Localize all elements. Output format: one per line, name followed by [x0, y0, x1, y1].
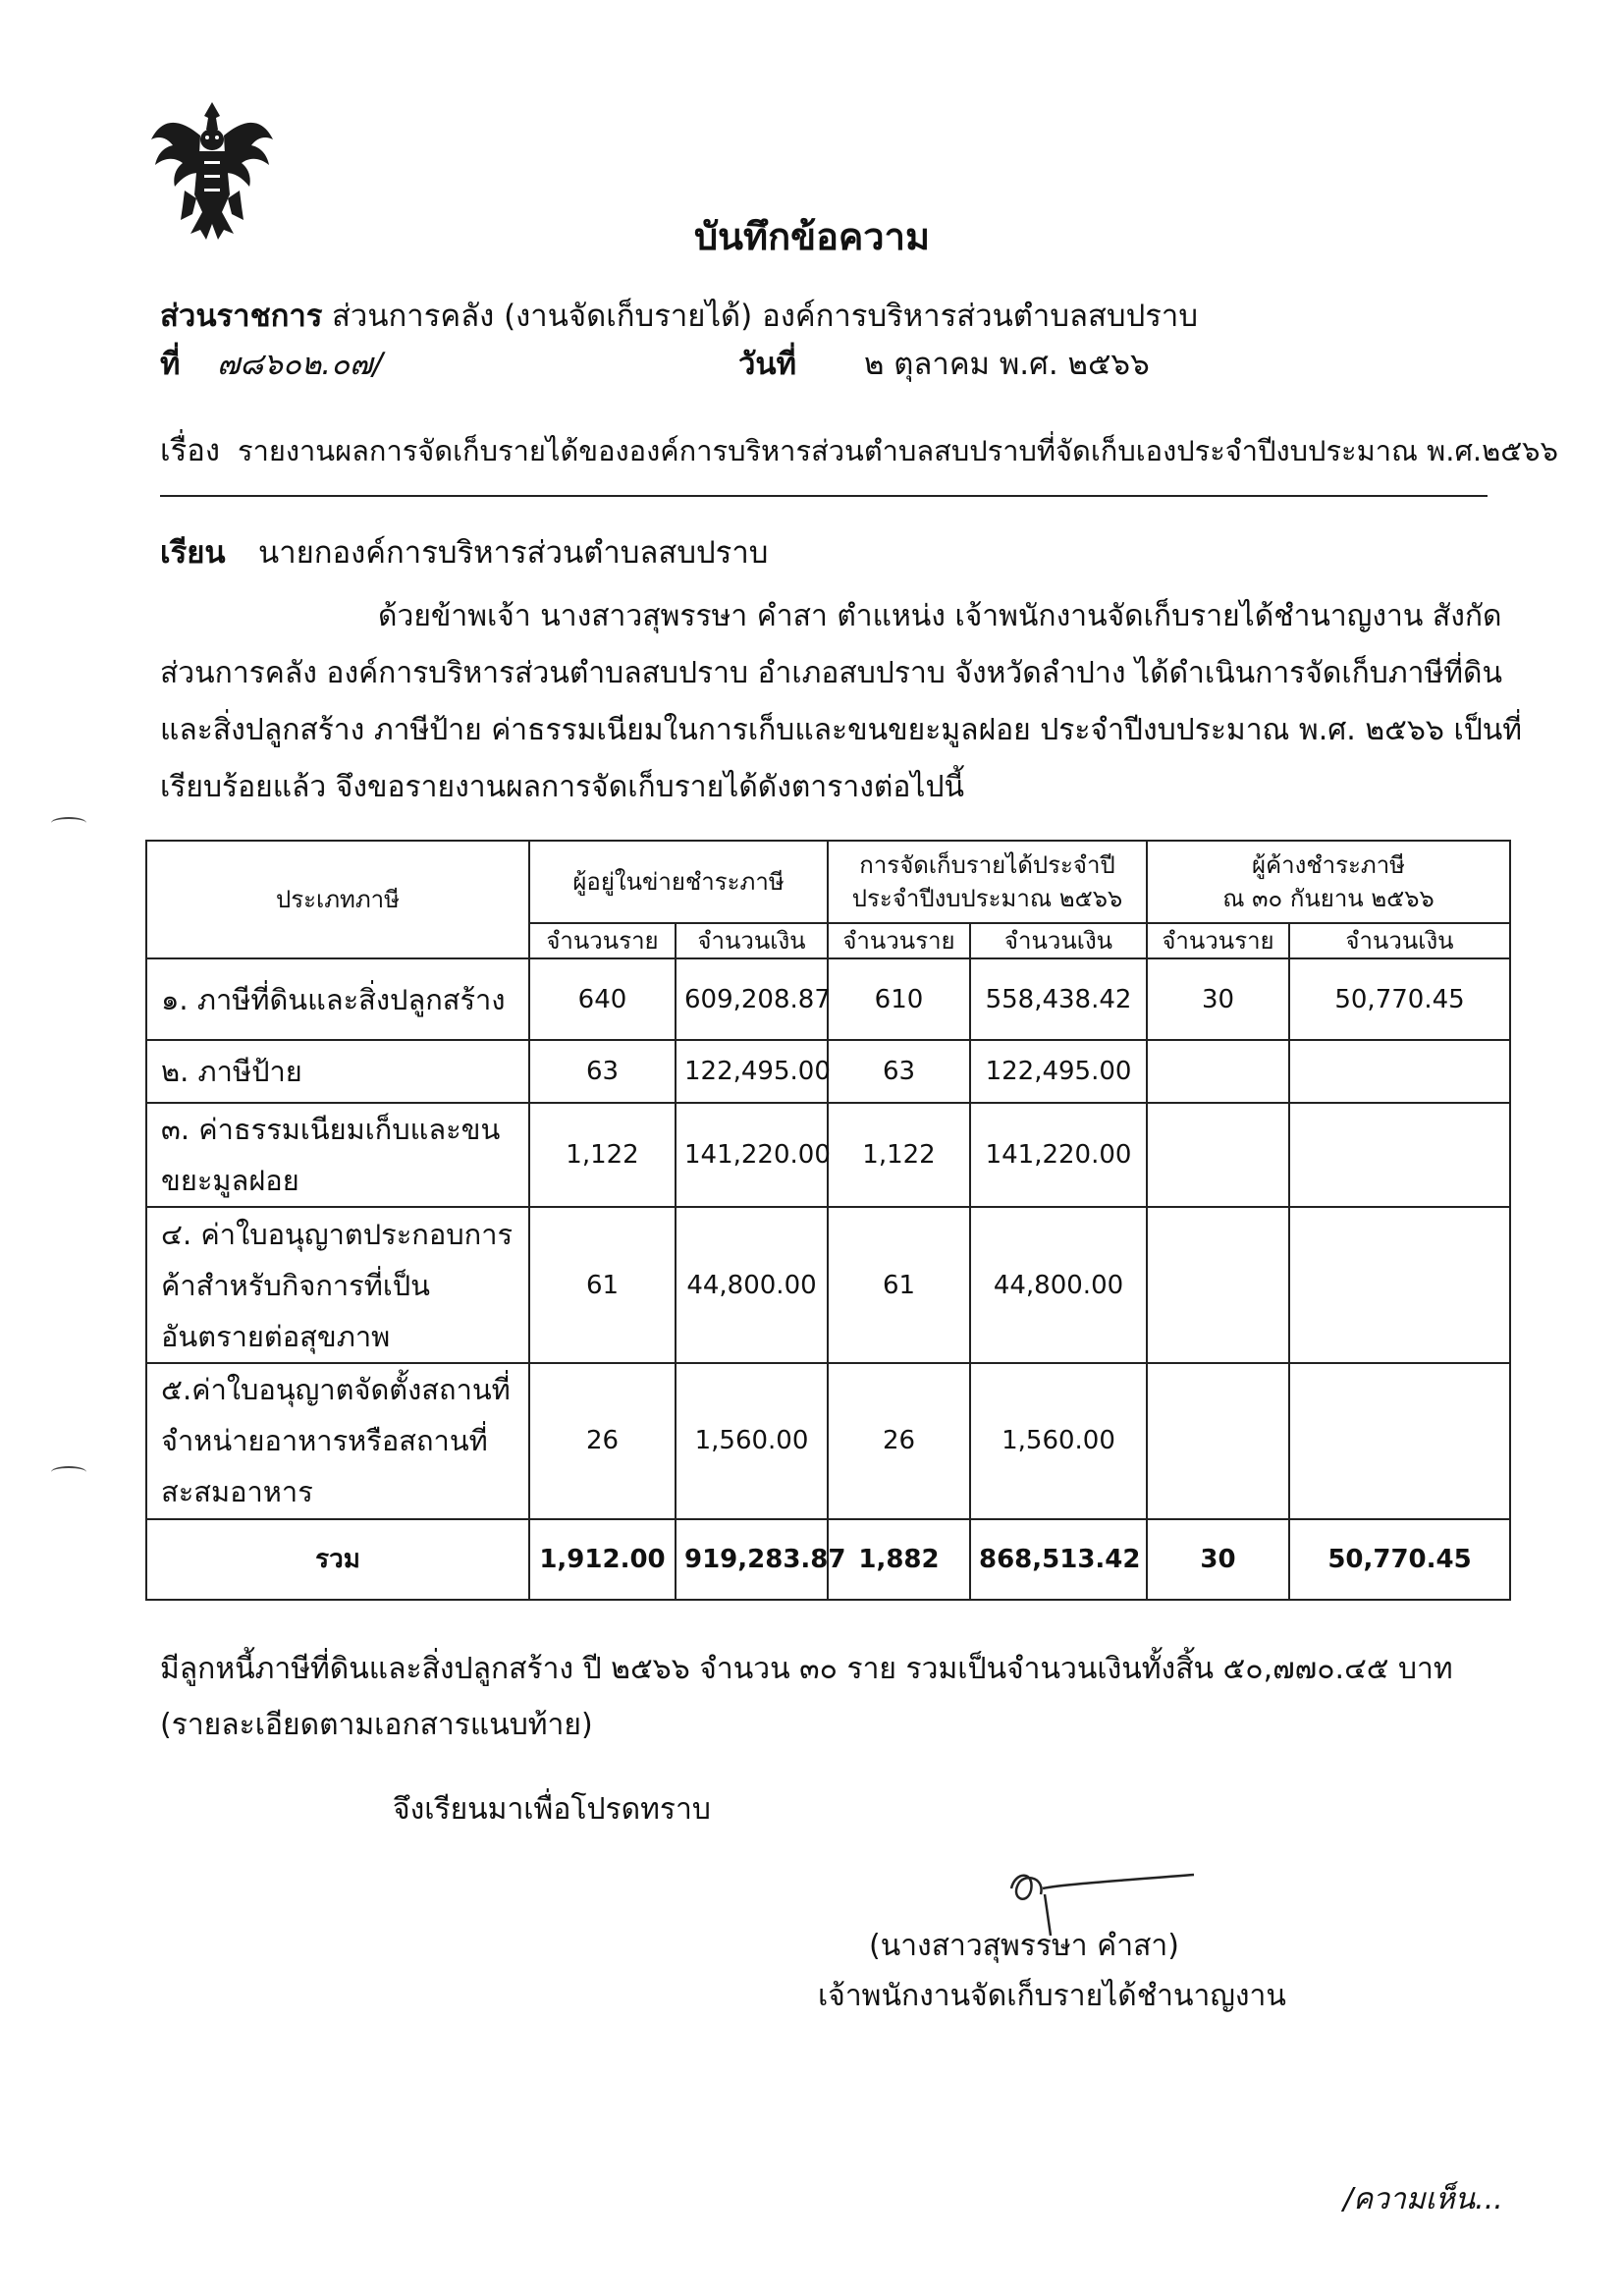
reference-label: ที่	[160, 347, 181, 382]
total-count-collected: 1,882	[828, 1519, 970, 1600]
closing-line: จึงเรียนมาเพื่อโปรดทราบ	[393, 1792, 711, 1827]
office-value: ส่วนการคลัง (งานจัดเก็บรายได้) องค์การบริหารส่วนตำบลสบปราบ	[332, 299, 1199, 334]
body-line-1: ด้วยข้าพเจ้า นางสาวสุพรรษา คำสา ตำแหน่ง เจ้าพนักงานจัดเก็บรายได้ชำนาญงาน สังกัด	[378, 599, 1502, 633]
continued-marker: /ความเห็น...	[1343, 2182, 1503, 2216]
header-taxpayers: ผู้อยู่ในข่ายชำระภาษี	[529, 841, 828, 923]
total-amount-outstanding: 50,770.45	[1289, 1519, 1510, 1600]
summary-line-2: (รายละเอียดตามเอกสารแนบท้าย)	[160, 1708, 593, 1742]
punch-mark	[51, 1466, 86, 1478]
reference-number: ๗๘๖๐๒.๐๗/	[217, 347, 383, 382]
tax-type-name-line: ๒. ภาษีป้าย	[161, 1054, 302, 1088]
count-taxpayers: 61	[529, 1207, 676, 1363]
amount-collected: 558,438.42	[970, 958, 1147, 1039]
count-taxpayers: 63	[529, 1040, 676, 1103]
count-collected: 26	[828, 1363, 970, 1519]
total-amount-collected: 868,513.42	[970, 1519, 1147, 1600]
amount-taxpayers: 1,560.00	[676, 1363, 828, 1519]
count-outstanding	[1147, 1103, 1289, 1207]
table-row	[146, 1040, 1510, 1103]
tax-type-name-line: ๔. ค่าใบอนุญาตประกอบการ	[161, 1217, 514, 1251]
amount-outstanding: 50,770.45	[1289, 958, 1510, 1039]
tax-type-name	[146, 958, 529, 1039]
count-outstanding	[1147, 1207, 1289, 1363]
signer-name: (นางสาวสุพรรษา คำสา)	[869, 1929, 1179, 1963]
tax-type-name-line: สะสมอาหาร	[161, 1475, 313, 1509]
amount-taxpayers: 141,220.00	[676, 1103, 828, 1207]
body-line-3: และสิ่งปลูกสร้าง ภาษีป้าย ค่าธรรมเนียมในการเก็บและขนขยะมูลฝอย ประจำปีงบประมาณ พ.ศ. ๒๕๖๖ เป็นที่	[160, 713, 1523, 747]
amount-outstanding	[1289, 1207, 1510, 1363]
header-count: จำนวนราย	[828, 923, 970, 958]
header-outstanding-line-1: ผู้ค้างชำระภาษี	[1252, 851, 1405, 880]
recipient-label: เรียน	[160, 535, 226, 571]
office-label: ส่วนราชการ	[160, 299, 323, 334]
summary-line-1: มีลูกหนี้ภาษีที่ดินและสิ่งปลูกสร้าง ปี ๒๕๖๖ จำนวน ๓๐ ราย รวมเป็นจำนวนเงินทั้งสิ้น ๕๐,๗๗๐.๔๕ บาท	[160, 1652, 1453, 1686]
header-amount: จำนวนเงิน	[676, 923, 828, 958]
tax-type-name	[146, 1363, 529, 1519]
header-divider	[160, 495, 1488, 497]
signer-position: เจ้าพนักงานจัดเก็บรายได้ชำนาญงาน	[818, 1979, 1286, 2013]
count-collected: 61	[828, 1207, 970, 1363]
date-label: วันที่	[738, 347, 797, 382]
count-taxpayers: 640	[529, 958, 676, 1039]
count-collected: 1,122	[828, 1103, 970, 1207]
header-count: จำนวนราย	[529, 923, 676, 958]
amount-collected: 44,800.00	[970, 1207, 1147, 1363]
header-collected	[828, 841, 1147, 923]
amount-collected: 141,220.00	[970, 1103, 1147, 1207]
header-collected-line-1: การจัดเก็บรายได้ประจำปี	[859, 851, 1115, 880]
signature-icon	[1001, 1859, 1198, 1938]
count-taxpayers: 26	[529, 1363, 676, 1519]
tax-type-name	[146, 1040, 529, 1103]
total-count-taxpayers: 1,912.00	[529, 1519, 676, 1600]
tax-type-name-line: ๑. ภาษีที่ดินและสิ่งปลูกสร้าง	[161, 982, 506, 1016]
amount-taxpayers: 44,800.00	[676, 1207, 828, 1363]
header-amount: จำนวนเงิน	[970, 923, 1147, 958]
count-outstanding: 30	[1147, 958, 1289, 1039]
revenue-table	[145, 840, 1511, 1601]
count-collected: 63	[828, 1040, 970, 1103]
amount-collected: 122,495.00	[970, 1040, 1147, 1103]
count-outstanding	[1147, 1363, 1289, 1519]
table-row	[146, 1207, 1510, 1363]
tax-type-name	[146, 1207, 529, 1363]
table-row	[146, 958, 1510, 1039]
body-line-2: ส่วนการคลัง องค์การบริหารส่วนตำบลสบปราบ อำเภอสบปราบ จังหวัดลำปาง ได้ดำเนินการจัดเก็บภาษีที่ดิน	[160, 656, 1502, 690]
memo-title: บันทึกข้อความ	[693, 215, 931, 258]
header-outstanding-line-2: ณ ๓๐ กันยาน ๒๕๖๖	[1222, 885, 1435, 913]
count-outstanding	[1147, 1040, 1289, 1103]
amount-outstanding	[1289, 1040, 1510, 1103]
total-label: รวม	[146, 1519, 529, 1600]
amount-outstanding	[1289, 1103, 1510, 1207]
total-row	[146, 1519, 1510, 1600]
amount-taxpayers: 122,495.00	[676, 1040, 828, 1103]
tax-type-name-line: อันตรายต่อสุขภาพ	[161, 1319, 391, 1353]
tax-type-name-line: ขยะมูลฝอย	[161, 1164, 299, 1198]
tax-type-name-line: ๓. ค่าธรรมเนียมเก็บและขน	[161, 1113, 501, 1147]
body-line-4: เรียบร้อยแล้ว จึงขอรายงานผลการจัดเก็บรายได้ดังตารางต่อไปนี้	[160, 770, 965, 804]
header-tax-type: ประเภทภาษี	[146, 841, 529, 958]
subject-value: รายงานผลการจัดเก็บรายได้ขององค์การบริหารส่วนตำบลสบปราบที่จัดเก็บเองประจำปีงบประมาณ พ.ศ.๒๕๖๖	[238, 434, 1558, 467]
punch-mark	[51, 817, 86, 829]
total-amount-taxpayers: 919,283.87	[676, 1519, 828, 1600]
count-collected: 610	[828, 958, 970, 1039]
header-amount: จำนวนเงิน	[1289, 923, 1510, 958]
table-row	[146, 1103, 1510, 1207]
header-count: จำนวนราย	[1147, 923, 1289, 958]
amount-outstanding	[1289, 1363, 1510, 1519]
table-body	[146, 958, 1510, 1518]
subject-label: เรื่อง	[160, 433, 221, 468]
date-value: ๒ ตุลาคม พ.ศ. ๒๕๖๖	[864, 347, 1150, 382]
count-taxpayers: 1,122	[529, 1103, 676, 1207]
tax-type-name-line: ๕.ค่าใบอนุญาตจัดตั้งสถานที่	[161, 1373, 511, 1407]
recipient-value: นายกองค์การบริหารส่วนตำบลสบปราบ	[258, 535, 769, 571]
tax-type-name-line: จำหน่ายอาหารหรือสถานที่	[161, 1424, 488, 1458]
tax-type-name-line: ค้าสำหรับกิจการที่เป็น	[161, 1268, 430, 1302]
amount-taxpayers: 609,208.87	[676, 958, 828, 1039]
header-outstanding	[1147, 841, 1510, 923]
tax-type-name	[146, 1103, 529, 1207]
header-collected-line-2: ประจำปีงบประมาณ ๒๕๖๖	[851, 885, 1123, 913]
total-count-outstanding: 30	[1147, 1519, 1289, 1600]
table-row	[146, 1363, 1510, 1519]
amount-collected: 1,560.00	[970, 1363, 1147, 1519]
